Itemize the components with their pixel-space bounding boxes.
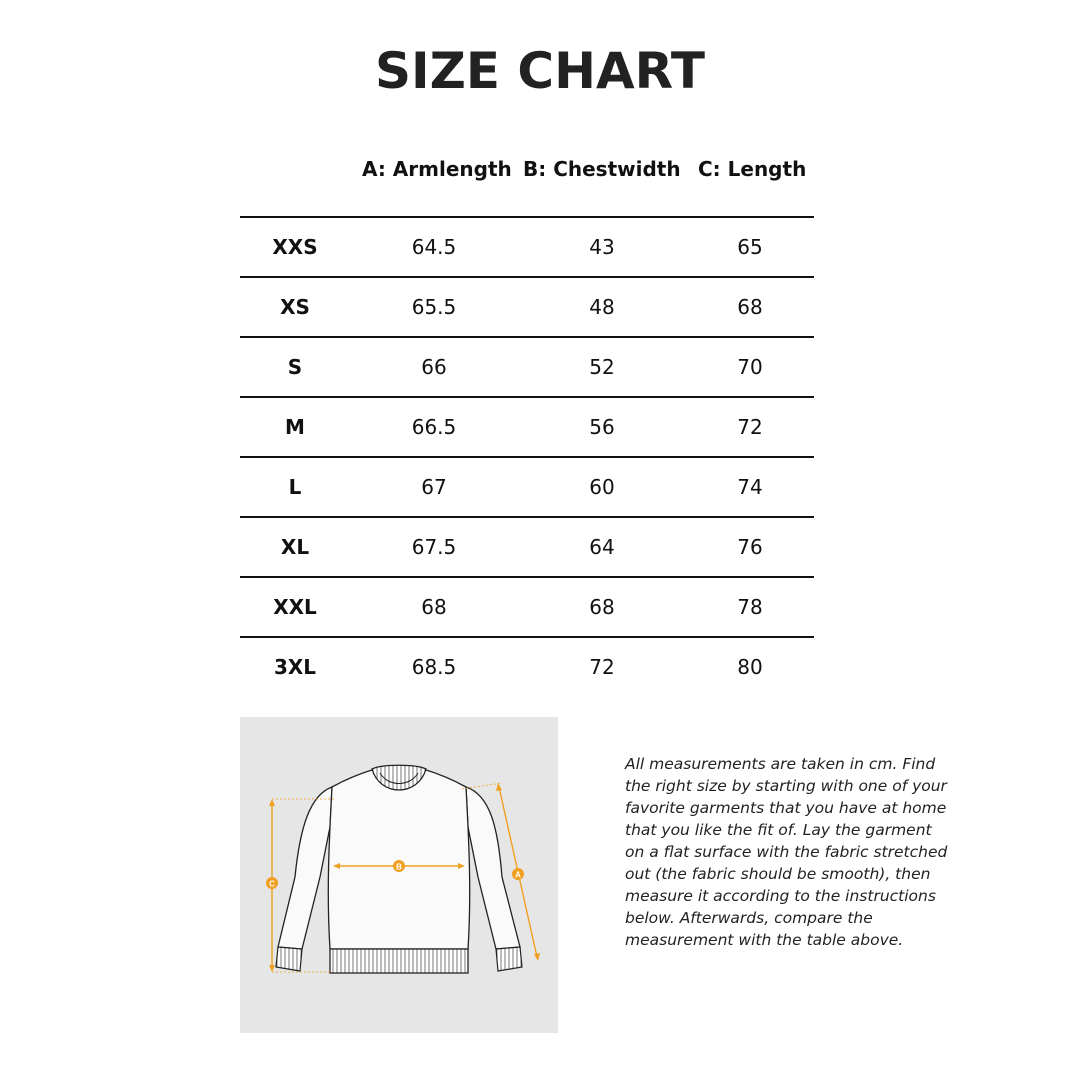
chestwidth-value: 60: [589, 475, 615, 499]
table-row: [240, 276, 814, 336]
left-cuff: [276, 947, 302, 971]
armlength-value: 66: [421, 355, 447, 379]
chestwidth-value: 43: [589, 235, 615, 259]
chestwidth-value: 72: [589, 655, 615, 679]
armlength-value: 68: [421, 595, 447, 619]
column-header-chestwidth: B: Chestwidth: [523, 157, 681, 181]
length-value: 76: [737, 535, 763, 559]
left-sleeve: [278, 787, 332, 949]
table-row: [240, 396, 814, 456]
right-sleeve: [466, 787, 520, 949]
size-label: L: [288, 475, 302, 499]
page-title: SIZE CHART: [374, 42, 706, 100]
hem-band: [330, 949, 468, 973]
length-value: 68: [737, 295, 763, 319]
size-label: S: [287, 355, 303, 379]
sweater-measurement-diagram: [240, 717, 558, 1033]
chestwidth-value: 52: [589, 355, 615, 379]
size-label: M: [285, 415, 305, 439]
table-row: [240, 636, 814, 696]
armlength-value: 66.5: [411, 415, 457, 439]
chestwidth-value: 56: [589, 415, 615, 439]
armlength-value: 67: [421, 475, 447, 499]
marker-b-label: B: [396, 862, 402, 872]
armlength-value: 64.5: [411, 235, 457, 259]
table-row: [240, 456, 814, 516]
table-row: [240, 216, 814, 276]
sweater-body: [328, 769, 469, 949]
size-label: XXL: [273, 595, 317, 619]
length-value: 65: [737, 235, 763, 259]
column-header-length: C: Length: [698, 157, 807, 181]
measurement-instructions: All measurements are taken in cm. Find the right size by starting with one of your favorite garments that you have at home that you like the fit of. Lay the garment on a flat surface with the fabric stretched out (the fabric should be smooth), then measure it according to the instructions below. Afterwards, compare the measurement with the table above.: [625, 755, 948, 949]
armlength-value: 65.5: [411, 295, 457, 319]
length-value: 70: [737, 355, 763, 379]
marker-c-label: C: [269, 879, 275, 889]
armlength-value: 67.5: [411, 535, 457, 559]
length-value: 78: [737, 595, 763, 619]
length-value: 74: [737, 475, 763, 499]
length-value: 72: [737, 415, 763, 439]
column-header-armlength: A: Armlength: [362, 157, 512, 181]
chestwidth-value: 68: [589, 595, 615, 619]
size-table: [240, 216, 814, 696]
table-row: [240, 576, 814, 636]
size-label: 3XL: [273, 655, 317, 679]
armlength-value: 68.5: [411, 655, 457, 679]
table-row: [240, 336, 814, 396]
table-row: [240, 516, 814, 576]
size-label: XS: [280, 295, 310, 319]
length-value: 80: [737, 655, 763, 679]
marker-a-label: A: [515, 870, 521, 880]
sweater-illustration: [240, 717, 558, 1033]
size-label: XL: [280, 535, 310, 559]
right-cuff: [496, 947, 522, 971]
size-label: XXS: [272, 235, 318, 259]
chestwidth-value: 48: [589, 295, 615, 319]
chestwidth-value: 64: [589, 535, 615, 559]
